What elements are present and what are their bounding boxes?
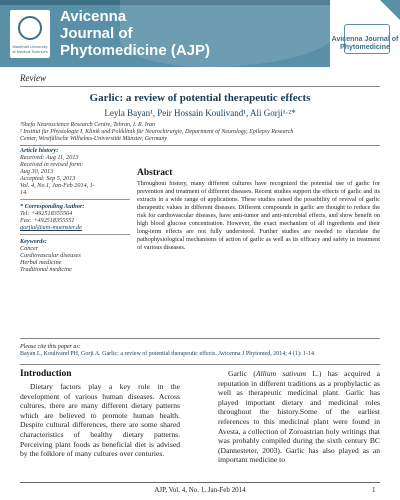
author-fax: Fax: +492518355551 xyxy=(20,217,75,224)
keyword: Traditional medicine xyxy=(20,266,72,273)
university-logo xyxy=(10,10,50,58)
journal-title xyxy=(60,8,280,59)
divider xyxy=(20,86,380,87)
species-name: Allium sativum xyxy=(255,369,307,378)
article-title: Garlic: a review of potential therapeutic effects xyxy=(89,92,311,104)
divider xyxy=(20,338,380,339)
journal-title-line1: Avicenna xyxy=(60,8,127,25)
history-line: Accepted: Sep 5, 2013 xyxy=(20,175,76,182)
author-tel: Tel: +492518355564 xyxy=(20,210,73,217)
article-authors: Leyla Bayan¹, Peir Hossain Koulivand¹, Ali Gorji¹·²* xyxy=(104,108,296,118)
keyword: Herbal medicine xyxy=(20,259,62,266)
corner-triangle-icon xyxy=(380,0,400,20)
introduction-heading: Introduction xyxy=(20,369,72,379)
keyword: Cancer xyxy=(20,245,39,252)
abstract-section xyxy=(137,168,380,252)
sidebar-divider xyxy=(20,199,130,200)
intro-column-1: Dietary factors play a key role in the development of various human diseases. Across cultures, there are many different dietary patterns which are believed to promote human health. Despite cultural differences, there are some shared characteristics of healthy dietary patterns. Perceiving plant foods as beneficial diet is advised by the folklore of many cultures over centuries. xyxy=(20,382,180,459)
history-line: Received: Aug 11, 2013 xyxy=(20,154,79,161)
history-line: Received in revised form: xyxy=(20,161,84,168)
abstract-heading: Abstract xyxy=(137,168,173,178)
intro-col2-text: L.) has acquired a reputation in different traditions as a prophylactic as well as therapeutic medicinal plant. Garlic has played important dietary and medicinal roles throughout the history.Some of the earliest references to this medicinal plant were found in Avesta, a collection of Zoroastrian holy writings that was probably compiled during the sixth century BC (Dannesteter, 2003). Garlic has also played as an important medicine to xyxy=(218,369,381,465)
journal-corner-logo xyxy=(330,0,400,67)
sidebar-divider xyxy=(20,234,130,235)
history-line: Vol. 4, No.1, Jan-Feb 2014, 1- xyxy=(20,182,95,189)
affiliation-2: ² Institut für Physiologie I, Klinik und Poliklinik für Neurochirurgie, Department of Neurology, Epilepsy Research xyxy=(20,129,294,135)
intro-column-2 xyxy=(218,369,380,465)
intro-col2-text: Garlic ( xyxy=(228,369,256,378)
citation-text: Bayan L, Koulivand PH, Gorji A. Garlic: a review of potential therapeutic effects. Avicenna J Phytomed, 2014; 4 (1): 1-14. xyxy=(20,351,316,357)
article-history-heading: Article history: xyxy=(20,147,59,154)
keywords-heading: Keywords: xyxy=(20,238,47,245)
affiliation-3: Center, Westfälische Wilhelms-Universität Münster, Germany xyxy=(20,136,168,142)
journal-brand-text: Avicenna Journal of Phytomedicine xyxy=(331,36,399,51)
page-number: 1 xyxy=(372,486,376,494)
citation-heading: Please cite this paper as: xyxy=(20,344,81,350)
article-info-sidebar xyxy=(20,145,130,273)
journal-banner xyxy=(0,0,400,67)
divider xyxy=(20,364,380,365)
author-email-link[interactable]: gorjial@uni-muenster.de xyxy=(20,224,82,231)
footer-journal-info: AJP, Vol. 4, No. 1, Jan-Feb 2014 xyxy=(154,486,246,494)
article-type-label: Review xyxy=(20,73,46,83)
citation-block xyxy=(20,344,380,358)
history-line: Aug 30, 2013 xyxy=(20,168,54,175)
university-seal-icon xyxy=(18,16,42,40)
history-line: 14. xyxy=(20,189,28,196)
footer-divider xyxy=(20,482,380,483)
journal-title-line3: Phytomedicine (AJP) xyxy=(60,42,211,59)
logo-caption: Mashhad University of Medical Sciences xyxy=(12,44,48,54)
keyword: Cardiovascular diseases xyxy=(20,252,81,259)
abstract-text: Throughout history, many different cultures have recognized the potential use of garlic for prevention and treatment of different diseases. Recent studies support the effects of garlic and its extracts in a wide range of applications. These studies raised the possibility of revival of garlic therapeutic values in different diseases. Different compounds in garlic are thought to reduce the risk for cardiovascular diseases, have anti-tumor and anti-microbial effects, and show benefit on high blood glucose concentration. However, the exact mechanism of all ingredients and their long-term effects are not fully understood. Further studies are needed to elucidate the pathophysiological mechanisms of action of garlic as well as its efficacy and safety in treatment of various diseases. xyxy=(137,180,380,251)
corresponding-author-heading: * Corresponding Author: xyxy=(20,203,85,210)
affiliation-1: ¹Shefa Neuroscience Research Centre, Tehran, I. R. Iran xyxy=(20,122,156,128)
journal-title-line2: Journal of xyxy=(60,25,133,42)
